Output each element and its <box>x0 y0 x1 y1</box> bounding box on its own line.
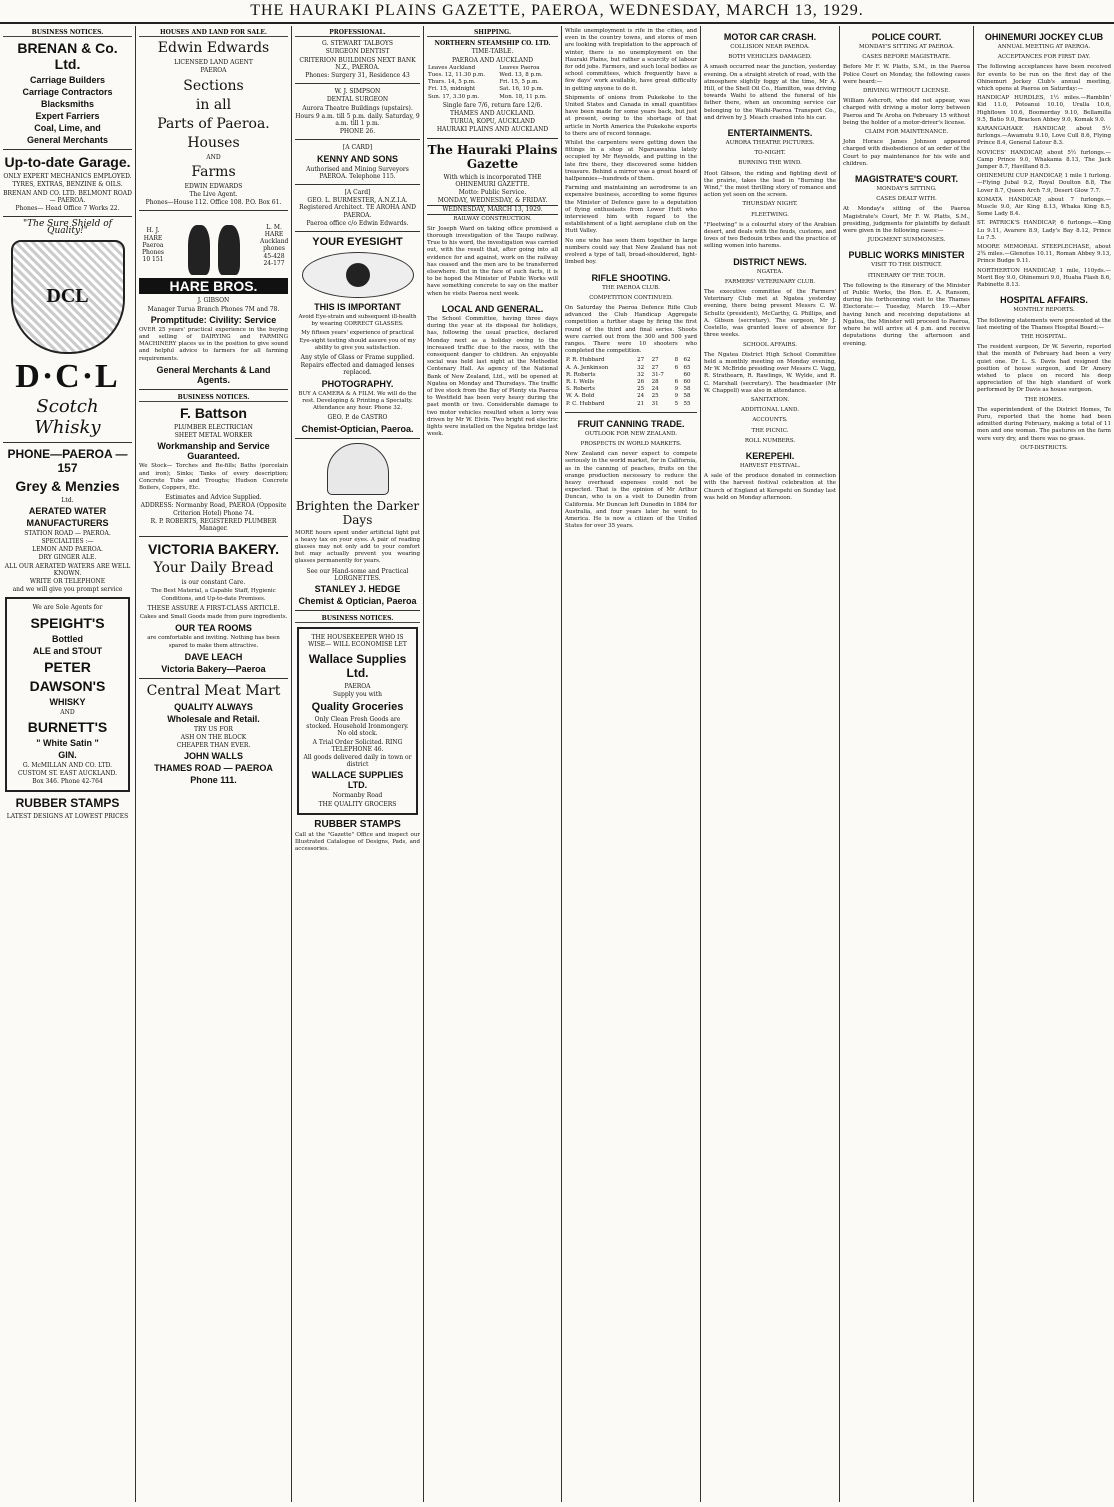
column-1: BUSINESS NOTICES. BRENAN & Co. Ltd. Carriage Builders Carriage Contractors Blacksmiths Expert Farriers Coal, Lime, and General Merchants Up-to-date Garage. ONLY EXPERT MECHANICS EMPLOYED. TYRES, EXTRAS, BENZINE & OILS. BRENAN AND CO. LTD. BELMONT ROAD — PAEROA. Phones— Head Office 7 Works 22. "The Sure Shield of Quality!" DCL D·C·L Scotch Whisky PHONE—PAEROA —157 Grey & Menzies Ltd. AERATED WATER MANUFACTURERS STATION ROAD — PAEROA. SPECIALTIES :— LEMON AND PAEROA. DRY GINGER ALE. ALL OUR AERATED WATERS ARE WELL KNOWN. WRITE OR TELEPHONE and we will give you prompt service We are Sole Agents for SPEIGHT'S Bottled ALE and STOUT PETER DAWSON'S WHISKY AND BURNETT'S " White Satin " GIN. G. McMILLAN AND CO. LTD. CUSTOM ST. EAST AUCKLAND. Box 346. Phone 42-764 RUBBER STAMPS LATEST DESIGNS AT LOWEST PRICES <box>0 26 136 1502</box>
eyesight-title: YOUR EYESIGHT <box>312 236 403 249</box>
wallace-ad: THE HOUSEKEEPER WHO IS WISE— WILL ECONOMISE LET Wallace Supplies Ltd. PAEROA Supply you with Quality Groceries Only Clean Fresh Goods are stocked. Household Ironmongery. No old stock. A Trial Order Solicited. RING TELEPHONE 46. All goods delivered daily in town or district WALLACE SUPPLIES LTD. Normanby Road THE QUALITY GROCERS <box>297 627 418 815</box>
hare-bros: HARE BROS. <box>139 278 288 294</box>
column-4: SHIPPING. NORTHERN STEAMSHIP CO. LTD. TIME-TABLE. PAEROA AND AUCKLAND Leaves Auckland Leaves Paeroa Tues. 12, 11.30 p.m. Wed. 13, 8 p.m. Thurs. 14, 5 p.m. Fri. 15, 5 p.m. Fri. 15, midnight Sat. 16, 10 p.m. Sun. 17, 3.30 p.m. Mon. 18, 11 p.m. Single fare 7/6, return fare 12/6. THAMES AND AUCKLAND. TURUA, KOPU, AUCKLAND HAURAKI PLAINS AND AUCKLAND The Hauraki Plains Gazette With which is incorporated THE OHINEMURI GAZETTE. Motto: Public Service. MONDAY, WEDNESDAY, & FRIDAY. WEDNESDAY, MARCH 13, 1929. RAILWAY CONSTRUCTION. Sir Joseph Ward on taking office promised a thorough investigation of the Taupo railway. True to his word, the investigation was carried out, with the result that, after going into all evidence for and against, work on the railway has ceased and the men are to be transferred elsewhere. But in the face of such facts, it is to be hoped the Minister of Public Works will have something concrete to say on the matter when he visits Paeroa next week. LOCAL AND GENERAL. The School Committee, having three days during the year at its disposal for holidays, has, following the usual practice, declared Monday next as a holiday owing to the increased traffic due to the races, with the consequent danger to children. An enjoyable social was held last night at the Methodist Centenary Hall. As agency of the National Bank of New Zealand, Ltd., will be opened at Ngatea on Monday and Thursdays. The traffic of live stock from the Bay of Plenty via Paeroa to Westfield has been very heavy during the past month or two. Considerable damage to two motor vehicles resulted when a lorry was driven by Mr W. Elvin. Two bright red electric lights were installed on the Ngatea bridge last week. <box>424 26 562 1502</box>
masthead: THE HAURAKI PLAINS GAZETTE, PAEROA, WEDNESDAY, MARCH 13, 1929. <box>0 0 1114 24</box>
column-3: PROFESSIONAL. G. STEWART TALBOYS SURGEON DENTIST CRITERION BUILDINGS NEXT BANK N.Z., PAEROA. Phones: Surgery 31, Residence 43 W. J. SIMPSON DENTAL SURGEON Aurora Theatre Buildings (upstairs). Hours 9 a.m. till 5 p.m. daily. Saturday, 9 a.m. till 1 p.m. PHONE 26. [A CARD] KENNY AND SONS Authorised and Mining Surveyors PAEROA. Telephone 115. [A Card] GEO. L. BURMESTER, A.N.Z.I.A. Registered Architect. TE AROHA AND PAEROA. Paeroa office c/o Edwin Edwards. YOUR EYESIGHT THIS IS IMPORTANT Avoid Eye-strain and subsequent ill-health by wearing CORRECT GLASSES. My fifteen years' experience of practical Eye-sight testing should assure you of my ability to give you satisfaction. Any style of Glass or Frame supplied. Repairs effected and damaged lenses replaced. PHOTOGRAPHY. BUY A CAMERA & A FILM. We will do the rest. Developing & Printing a Specialty. Attendance any hour. Phone 32. GEO. P. de CASTRO Chemist-Optician, Paeroa. Brighten the Darker Days MORE hours spent under artificial light put a heavy tax on your eyes. A pair of reading glasses may not only add to your comfort but may actually prevent you wearing glasses permanently for years. See our Hand-some and Practical LORGNETTES. STANLEY J. HEDGE Chemist & Optician, Paeroa BUSINESS NOTICES. THE HOUSEKEEPER WHO IS WISE— WILL ECONOMISE LET Wallace Supplies Ltd. PAEROA Supply you with Quality Groceries Only Clean Fresh Goods are stocked. Household Ironmongery. No old stock. A Trial Order Solicited. RING TELEPHONE 46. All goods delivered daily in town or district WALLACE SUPPLIES LTD. Normanby Road THE QUALITY GROCERS RUBBER STAMPS Call at the "Gazette" Office and inspect our Illustrated Catalogue of Designs, Pads, and accessories. <box>292 26 424 1502</box>
sailings-table: Leaves Auckland Leaves Paeroa Tues. 12, 11.30 p.m. Wed. 13, 8 p.m. Thurs. 14, 5 p.m. Fri. 15, 5 p.m. Fri. 15, midnight Sat. 16, 10 p.m. Sun. 17, 3.30 p.m. Mon. 18, 11 p.m. <box>428 64 547 100</box>
dcl-logo: D·C·L <box>15 357 120 395</box>
gazette-title: The Hauraki Plains Gazette <box>427 142 558 171</box>
speights-ad: We are Sole Agents for SPEIGHT'S Bottled ALE and STOUT PETER DAWSON'S WHISKY AND BURNETT'S " White Satin " GIN. G. McMILLAN AND CO. LTD. CUSTOM ST. EAST AUCKLAND. Box 346. Phone 42-764 <box>5 597 130 792</box>
dcl-slogan: "The Sure Shield of Quality!" <box>23 219 112 237</box>
edwin-edwards: Edwin Edwards <box>157 40 270 57</box>
central-meat-mart: Central Meat Mart <box>146 682 281 699</box>
battson: F. Battson <box>180 405 247 422</box>
lamp-icon <box>327 443 389 495</box>
eye-icon <box>302 252 414 298</box>
rabbits-icon <box>188 215 240 275</box>
victoria-bakery: VICTORIA BAKERY. <box>148 541 279 558</box>
section-heading: BUSINESS NOTICES. <box>3 29 132 37</box>
column-6: MOTOR CAR CRASH. COLLISION NEAR PAEROA. BOTH VEHICLES DAMAGED. A smash occurred near the junction, yesterday evening. On a straight stretch of road, with the atmosphere slightly foggy at the time, Mr A. Hill, of the Shell Oil Co., Hamilton, was driving towards Waihi to attend the funeral of his father there, when an oncoming service car belonging to the Waihi-Paeroa Transport Co., and driven by J. Meach crashed into his car. ENTERTAINMENTS. AURORA THEATRE PICTURES. TO-NIGHT. BURNING THE WIND. Hoot Gibson, the riding and fighting devil of the prairie, takes the lead in "Burning the Wind," the most thrilling story of romance and action yet seen on the screen. THURSDAY NIGHT. FLEETWING. "Fleetwing" is a colourful story of the Arabian desert, and deals with the feuds, customs, and loves of two Bedouin tribes and the practice of selling women into harems. DISTRICT NEWS. NGATEA. FARMERS' VETERINARY CLUB. The executive committee of the Farmers' Veterinary Club met at Ngatea yesterday evening, there being present Messrs C. W. Schultz (president), McCarthy, G. Phillips, and A. Gibson (secretary). The surgeon, Mr J. Costello, was granted leave of absence for three weeks. SCHOOL AFFAIRS. The Ngatea District High School Committee held a monthly meeting on Monday evening, Mr W. McBride presiding over Messrs C. Vagg, R. Strathearn, R. Rawlings, W. Wylde, and R. C. Marshall (secretary). The headmaster (Mr W. Chappell) was also in attendance. SANITATION. ADDITIONAL LAND. ACCOUNTS. THE PICNIC. ROLL NUMBERS. KEREPEHI. HARVEST FESTIVAL. A sale of the produce donated in connection with the harvest festival celebration at the Church of England at Kerepehi on Sunday last was held on Monday afternoon. <box>701 26 840 1502</box>
column-7: POLICE COURT. MONDAY'S SITTING AT PAEROA. CASES BEFORE MAGISTRATE. Before Mr F. W. Platts, S.M., in the Paeroa Police Court on Monday, the following cases were heard:— DRIVING WITHOUT LICENSE. William Ashcroft, who did not appear, was charged with driving a motor lorry between Paeroa and Te Aroha on February 15 without being the holder of a motor-driver's license. CLAIM FOR MAINTENANCE. John Horace James Johnson appeared charged with disobedience of an order of the Court to pay maintenance for his wife and children. MAGISTRATE'S COURT. MONDAY'S SITTING. CASES DEALT WITH. At Monday's sitting of the Paeroa Magistrate's Court, Mr F. W. Platts, S.M., presiding, judgments for plaintiffs by default were given in the following cases:— JUDGMENT SUMMONSES. PUBLIC WORKS MINISTER VISIT TO THE DISTRICT. ITINERARY OF THE TOUR. The following is the itinerary of the Minister of Public Works, the Hon. E. A. Ransom, during his forthcoming visit to the Thames Electorate:— Tuesday, March 19.—After having lunch and receiving deputations at Ngatea, the Minister will proceed to Paeroa, where he will arrive at 4 p.m. and receive deputations during the afternoon and evening. <box>840 26 974 1502</box>
brenan-title: BRENAN & Co. Ltd. <box>17 40 118 73</box>
dcl-shield-icon: DCL <box>11 240 125 354</box>
garage-title: Up-to-date Garage. <box>4 154 131 171</box>
scores-table: P. R. Hubbard 27 27 8 62 A. A. Jenkinson 32 27 6 65 R. Roberts 32 31-7 60 R. I. Wells 26 28 6 60 S. Roberts 25 24 9 58 W. A. Bold 24 25 9 58 P. C. Hubbard 21 31 5 55 <box>566 357 691 407</box>
column-2: HOUSES AND LAND FOR SALE. Edwin Edwards LICENSED LAND AGENT PAEROA Sections in all Parts of Paeroa. Houses AND Farms EDWIN EDWARDS The Live Agent. Phones—House 112. Office 108. P.O. Box 61. H. J. HARE Paeroa Phones 10 151 L. M. HARE Auckland phones 45-428 24-177 HARE BROS. J. GIBSON Manager Turua Branch Phones 7M and 78. Promptitude: Civility: Service OVER 25 years' practical experience in the buying and selling of DAIRYING and FARMING MACHINERY places us in the position to give sound and helpful advice to farmers for all farming requirements. General Merchants & Land Agents. BUSINESS NOTICES. F. Battson PLUMBER ELECTRICIAN SHEET METAL WORKER Workmanship and Service Guaranteed. We Stock— Torches and Re-fills; Baths (porcelain and iron); Sinks; Tanks of every description; Concrete Tubs and Troughs; Hudson Concrete Boilers, Coppers, Etc. Estimates and Advice Supplied. ADDRESS: Normanby Road, PAEROA (Opposite Criterion Hotel) Phone 74. R. P. ROBERTS, REGISTERED PLUMBER Manager. VICTORIA BAKERY. Your Daily Bread is our constant Care. The Best Material, a Capable Staff, Hygienic Conditions, and Up-to-date Premises. THESE ASSURE A FIRST-CLASS ARTICLE. Cakes and Small Goods made from pure ingredients. OUR TEA ROOMS are comfortable and inviting. Nothing has been spared to make them attractive. DAVE LEACH Victoria Bakery—Paeroa Central Meat Mart QUALITY ALWAYS Wholesale and Retail. TRY US FOR ASH ON THE BLOCK CHEAPER THAN EVER. JOHN WALLS THAMES ROAD — PAEROA Phone 111. <box>136 26 292 1502</box>
grey-menzies: Grey & Menzies <box>15 477 120 494</box>
scotch-whisky: Scotch Whisky <box>34 395 101 438</box>
brenan-services: Carriage Builders Carriage Contractors Blacksmiths Expert Farriers Coal, Lime, and General Merchants <box>22 75 113 146</box>
column-8: OHINEMURI JOCKEY CLUB ANNUAL MEETING AT PAEROA. ACCEPTANCES FOR FIRST DAY. The following acceptances have been received for events to be run on the first day of the Ohinemuri Jockey Club's annual meeting, which opens at Paeroa on Saturday:— HANDICAP HURDLES, 1½ miles.—Ramblin' Kid 11.0, Potoanui 10.10, Uralla 10.6, Highflown 10.6, Boomerday 9.10, Bellamilla 9.5, Batio 9.0, Bracken Abbey 9.0, Komak 9.0. KARANGAHAKE HANDICAP, about 5½ furlongs.—Awamutu 9.10, Love Cull 8.6, Flying Prince 8.4, General Latour 8.3. NOVICES' HANDICAP, about 5½ furlongs.—Camp Prince 9.0, Whakama 8.13, The Jack Jumper 8.7, Havilland 8.5. OHINEMURI CUP HANDICAP, 1 mile 1 furlong.—Flying Jubal 9.2, Royal Doulton 8.8, The Lover 8.7, Queen Arch 7.9, Desert Glow 7.7. KOMATA HANDICAP, about 7 furlongs.—Muscle 9.0, Air King 8.13, Whaka King 8.5, Some Lady 8.4. ST. PATRICK'S HANDICAP, 6 furlongs.—King Lu 9.11, Avarere 8.9, Lady's Bay 8.12, Prince Lu 7.5. MOORE MEMORIAL STEEPLECHASE, about 2¾ miles.—Glenotus 10.11, Roman Abbey 9.13, Prince Budge 9.11. NORTHERTON HANDICAP, 1 mile, 110yds.—Morit Boy 9.0, Ohinemuri 9.0, Huaha Flash 8.6, Rabinette 8.13. HOSPITAL AFFAIRS. MONTHLY REPORTS. The following statements were presented at the last meeting of the Thames Hospital Board:— THE HOSPITAL. The resident surgeon, Dr W. Severin, reported that the month of February had been a very quiet one. Dr L. S. Davis had resigned the position of house surgeon, and Dr Amery wished to place on record his deep appreciation of the high standard of work performed by Dr Davis as house surgeon. THE HOMES. The superintendent of the District Homes, Te Puru, reported that the home had been admitted during February, making a total of 11 men and one woman. The pastures on the farm were very dry, and there was no grass. OUT-DISTRICTS. <box>977 32 1111 451</box>
column-5: While unemployment is rife in the cities, and even in the country towns, and stores of men are looking with trepidation to the approach of winter, there is no unemployment on the Hauraki Plains, but rather a scarcity of labour for odd jobs. Farmers, and such local bodies as school committees, which frequently have a few days' work available, have great difficulty in getting anyone to do it. Shipments of onions from Pukekohe to the United States and Canada in small quantities have been made for some years back, but just at present, owing to the shortage of that article in North America the Pukekohe exports to there are of record tonnage. Whilst the carpenters were getting down the fittings in a shop at Ngaruawahia lately occupied by Mr Reynolds, and putting in the late fire there, they discovered some hidden treasure. Behind a mirror was a great hoard of halfpennies—hundreds of them. Farming and maintaining an aerodrome is an expensive business, according to some figures the Minister of Defence gave to a deputation of flying enthusiasts from Lower Hutt who interviewed him with regard to the establishment of a light aeroplane club on the Hutt Valley. No one who has seen them together in large numbers could say that New Zealand has not evolved a type of tall, broad-shouldered, light-limbed boy. RIFLE SHOOTING. THE PAEROA CLUB. COMPETITION CONTINUED. On Saturday the Paeroa Defence Rifle Club advanced the Club Handicap Aggregate competition a further stage by firing the first round of the third and final series. Shoots were carried out from the 300 and 500 yard ranges. There were 10 shooters who completed the competition. P. R. Hubbard 27 27 8 62 A. A. Jenkinson 32 27 6 65 R. Roberts 32 31-7 60 R. I. Wells 26 28 6 60 S. Roberts 25 24 9 58 W. A. Bold 24 25 9 58 P. C. Hubbard 21 31 5 55 FRUIT CANNING TRADE. OUTLOOK FOR NEW ZEALAND. PROSPECTS IN WORLD MARKETS. New Zealand can never expect to compete seriously in the world market, for in California, as in the canning of peaches, fruits on the orange production necessary to reduce the heavy overhead expenses could not be expected. That is the opinion of Mr Arthur Duncan, who is on a visit to Dunedin from California. Mr Duncan left Dunedin in 1884 for Australia, and four years later he went to America. He is now a citizen of the United States for over 35 years. <box>562 26 701 1502</box>
rubber-stamps: RUBBER STAMPS <box>15 796 120 811</box>
phone-157: PHONE—PAEROA —157 <box>7 446 128 475</box>
